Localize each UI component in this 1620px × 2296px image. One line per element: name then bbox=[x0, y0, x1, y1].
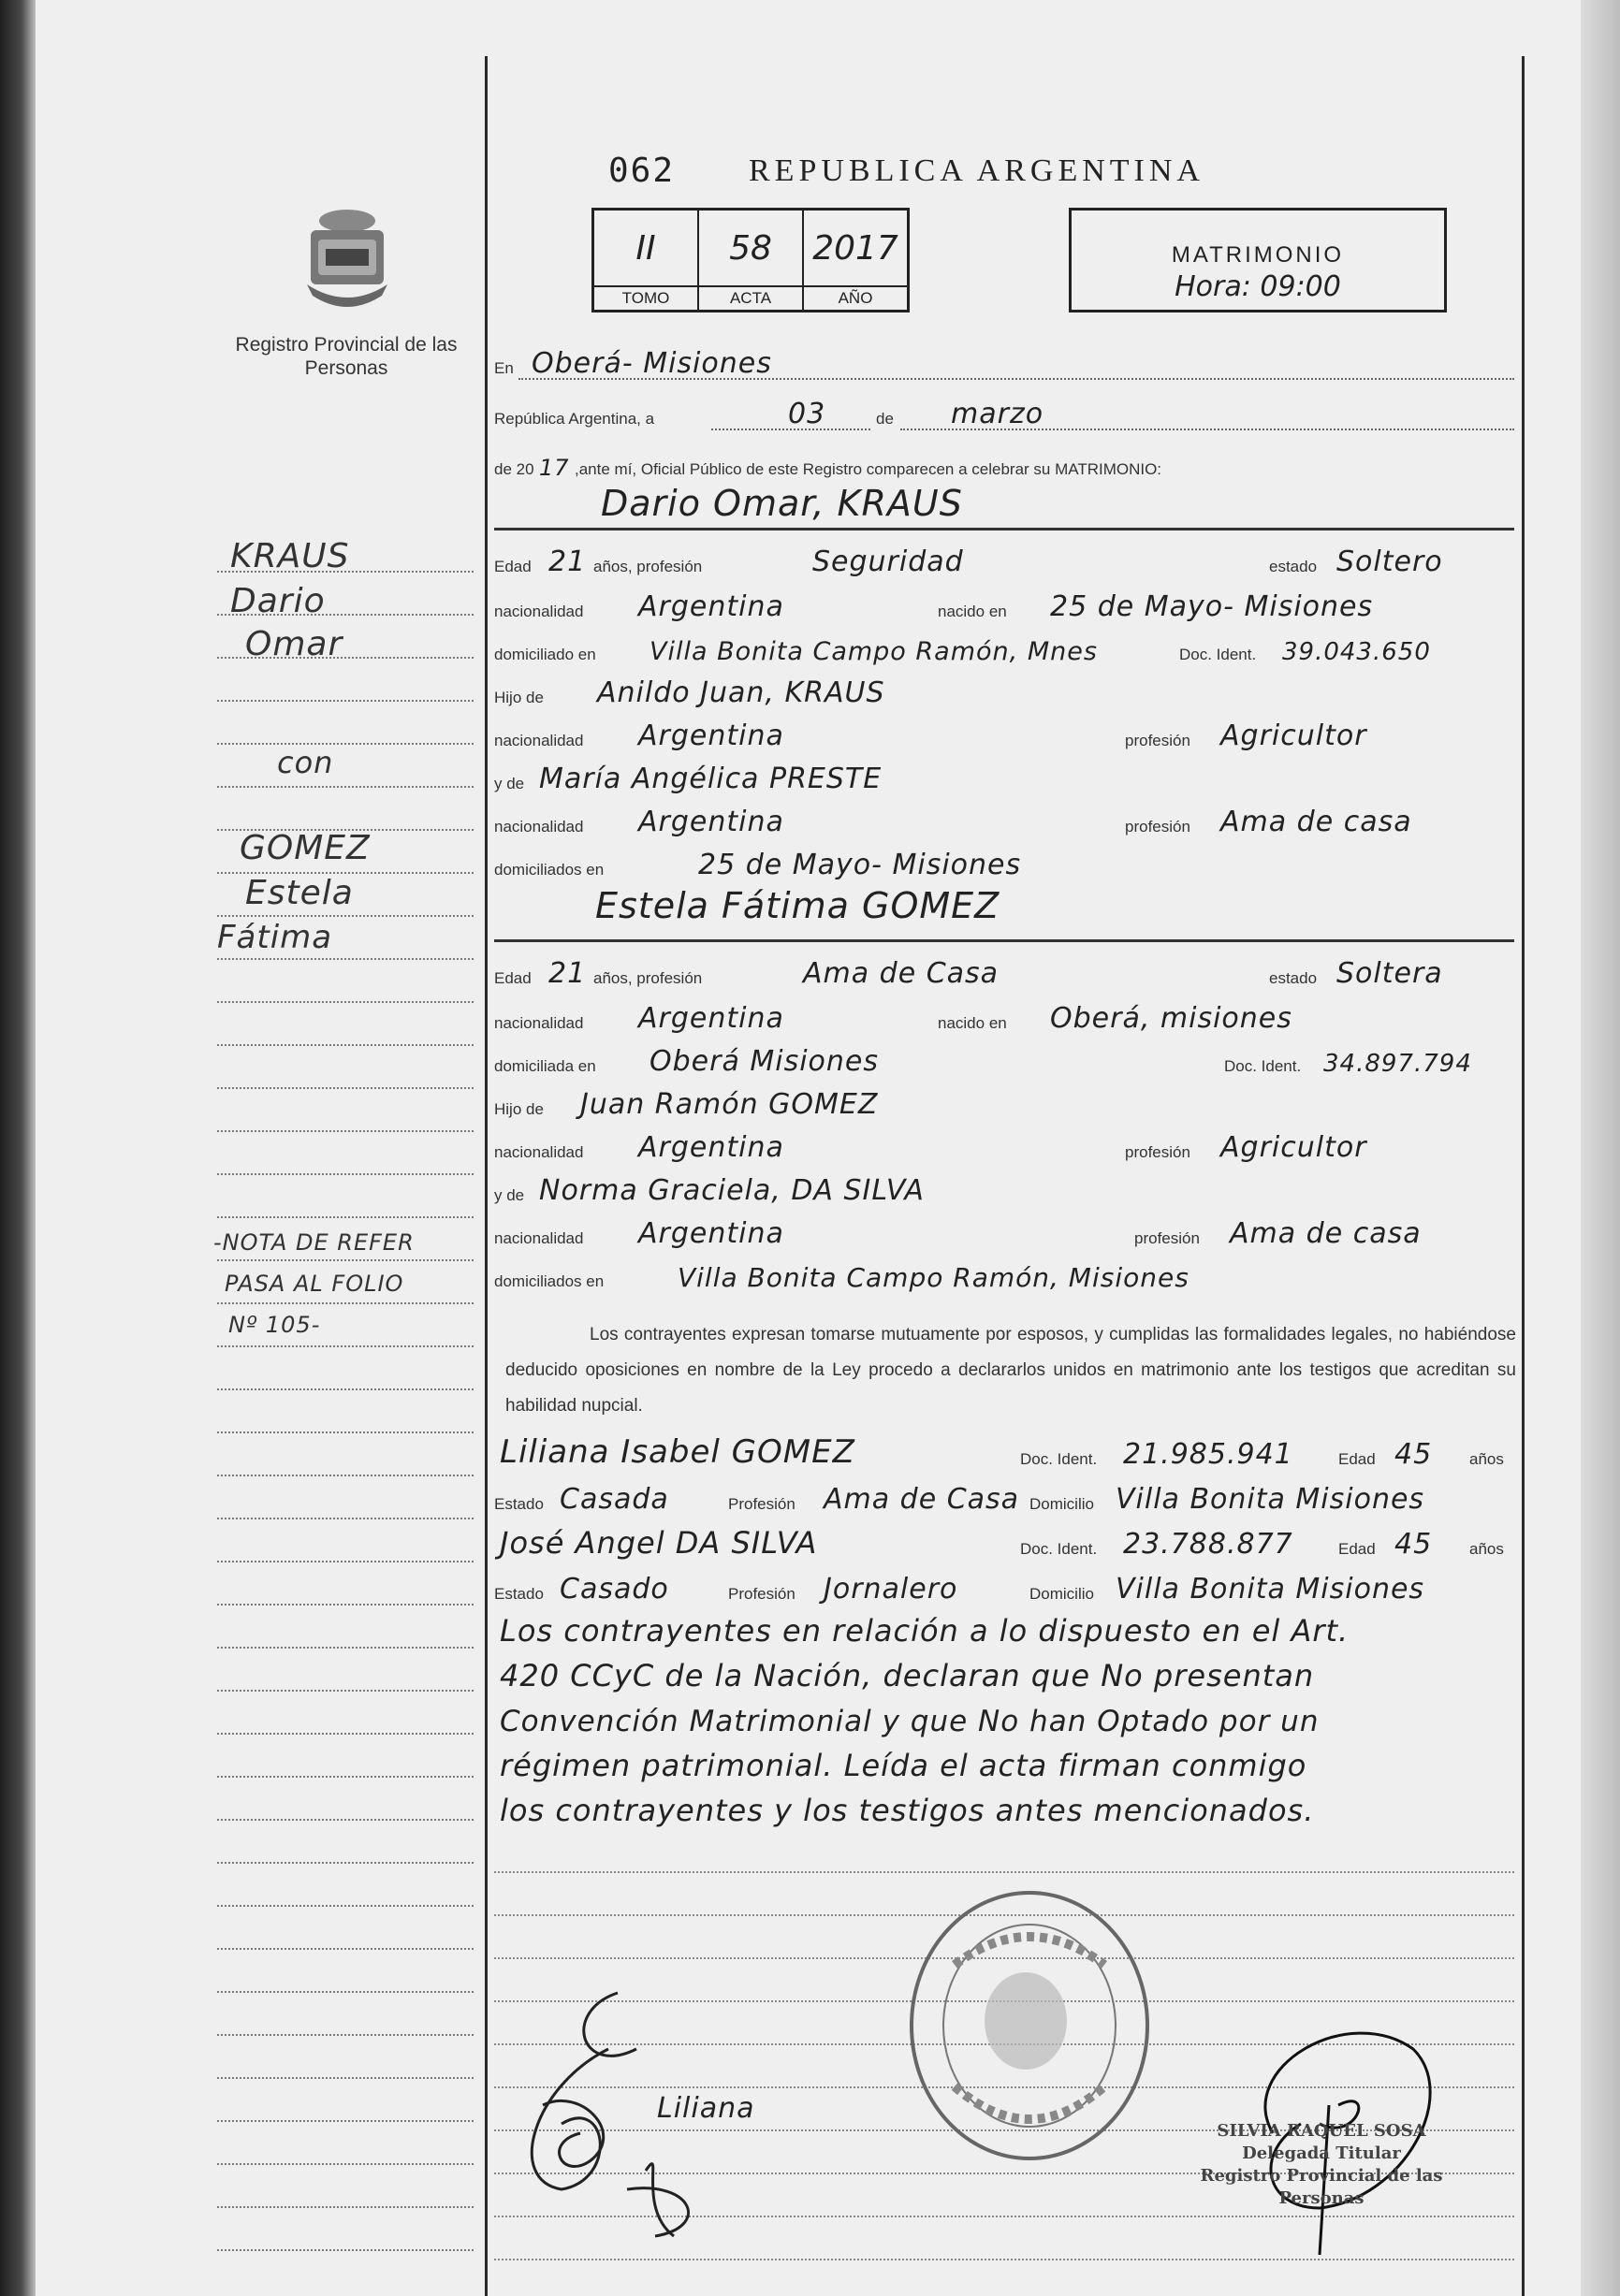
witness-2-row-b: Estado Casado Profesión Jornalero Domicilio Villa Bonita Misiones bbox=[494, 1573, 1425, 1606]
margin-rule bbox=[217, 2163, 474, 2165]
bride-row-father: Hijo de Juan Ramón GOMEZ bbox=[494, 1088, 879, 1121]
note-line-4: régimen patrimonial. Leída el acta firman conmigo bbox=[500, 1748, 1307, 1783]
act-type: MATRIMONIO bbox=[1171, 242, 1345, 268]
groom-row-nationality: nacionalidad Argentina nacido en 25 de Mayo- Misiones bbox=[494, 590, 1374, 623]
margin-rule bbox=[217, 1087, 474, 1089]
margin-rule bbox=[217, 1862, 474, 1864]
bride-row-nationality: nacionalidad Argentina nacido en Oberá, misiones bbox=[494, 1002, 1292, 1035]
groom-row-mother-nat: nacionalidad Argentina profesión Ama de casa bbox=[494, 806, 1412, 838]
groom-row-mother: y de María Angélica PRESTE bbox=[494, 763, 883, 795]
official-title: Delegada Titular bbox=[1242, 2143, 1401, 2163]
acta-value: 58 bbox=[729, 228, 772, 268]
book-binding bbox=[0, 0, 36, 2296]
country-title: REPUBLICA ARGENTINA bbox=[749, 153, 1204, 188]
margin-rule bbox=[217, 2077, 474, 2079]
groom-row-father: Hijo de Anildo Juan, KRAUS bbox=[494, 676, 885, 709]
anio-cell bbox=[804, 211, 907, 310]
margin-name-7: Fátima bbox=[217, 919, 333, 956]
bride-row-age: Edad 21 años, profesión Ama de Casa estado Soltera bbox=[494, 957, 1443, 990]
acta-cell bbox=[699, 211, 804, 310]
act-type-box bbox=[1069, 208, 1447, 312]
margin-rule bbox=[217, 1518, 474, 1519]
province-seal-icon bbox=[298, 198, 397, 314]
margin-rule bbox=[217, 1302, 474, 1304]
margin-rule bbox=[217, 786, 474, 788]
margin-rule bbox=[217, 915, 474, 917]
bride-full-name: Estela Fátima GOMEZ bbox=[595, 885, 1000, 926]
witness-1-row-b: Estado Casada Profesión Ama de Casa Domicilio Villa Bonita Misiones bbox=[494, 1483, 1425, 1516]
year-suffix: 17 bbox=[539, 455, 570, 481]
margin-rule bbox=[217, 1733, 474, 1735]
row-place: En Oberá- Misiones bbox=[494, 342, 1514, 385]
bride-row-father-nat: nacionalidad Argentina profesión Agricultor bbox=[494, 1131, 1367, 1164]
margin-rule bbox=[217, 1431, 474, 1433]
margin-rule bbox=[217, 1690, 474, 1692]
note-line-2: 420 CCyC de la Nación, declaran que No presentan bbox=[500, 1658, 1315, 1693]
margin-rule bbox=[217, 743, 474, 745]
witness-2-row-a: José Angel DA SILVA Doc. Ident. 23.788.877 Edad 45 años bbox=[500, 1525, 1504, 1561]
official-block bbox=[1181, 2120, 1462, 2210]
bride-row-mother: y de Norma Graciela, DA SILVA bbox=[494, 1174, 925, 1207]
groom-full-name: Dario Omar, KRAUS bbox=[601, 483, 963, 524]
tomo-label: TOMO bbox=[594, 285, 697, 310]
margin-rule bbox=[217, 1819, 474, 1821]
margin-rule bbox=[217, 1001, 474, 1003]
note-line-3: Convención Matrimonial y que No han Optado por un bbox=[500, 1705, 1320, 1738]
margin-rule bbox=[217, 1216, 474, 1218]
groom-row-father-nat: nacionalidad Argentina profesión Agricultor bbox=[494, 719, 1367, 752]
margin-name-5: GOMEZ bbox=[240, 829, 371, 867]
row-date: República Argentina, a 03 de marzo bbox=[494, 393, 1514, 436]
bride-row-parents-address: domiciliados en Villa Bonita Campo Ramón, Misiones bbox=[494, 1262, 1189, 1293]
margin-note-1: -NOTA DE REFER bbox=[213, 1229, 415, 1256]
margin-name-3: Omar bbox=[245, 625, 343, 663]
margin-rule bbox=[217, 2249, 474, 2251]
margin-rule bbox=[217, 1604, 474, 1606]
note-line-1: Los contrayentes en relación a lo dispuesto en el Art. bbox=[500, 1613, 1350, 1649]
groom-row-address: domiciliado en Villa Bonita Campo Ramón, Mnes Doc. Ident. 39.043.650 bbox=[494, 637, 1431, 666]
margin-note-3: Nº 105- bbox=[228, 1312, 321, 1338]
legal-statement: Los contrayentes expresan tomarse mutuamente por esposos, y cumplidas las formalidades legales, no habiéndose deducido oposiciones en nombre de la Ley procedo a declararlos unidos en matrimonio ante los testigos que acreditan su habilidad nupcial. bbox=[505, 1325, 1516, 1416]
row-year: de 20 17 ,ante mí, Oficial Público de este Registro comparecen a celebrar su MATRIMONIO: bbox=[494, 455, 1162, 481]
margin-rule bbox=[217, 1561, 474, 1562]
margin-rule bbox=[217, 1044, 474, 1046]
anio-value: 2017 bbox=[812, 228, 898, 268]
official-office: Registro Provincial de las Personas bbox=[1200, 2166, 1443, 2208]
right-border bbox=[1522, 56, 1525, 2296]
margin-rule bbox=[217, 700, 474, 702]
day-value: 03 bbox=[788, 398, 826, 430]
act-hour: Hora: 09:00 bbox=[1175, 270, 1341, 303]
tomo-cell bbox=[594, 211, 699, 310]
acta-label: ACTA bbox=[699, 285, 802, 310]
margin-divider bbox=[485, 56, 488, 2296]
margin-rule bbox=[217, 958, 474, 960]
witness-1-row-a: Liliana Isabel GOMEZ Doc. Ident. 21.985.941 Edad 45 años bbox=[500, 1433, 1504, 1471]
margin-rule bbox=[217, 1259, 474, 1261]
page-edge bbox=[1581, 0, 1620, 2296]
margin-rule bbox=[217, 1948, 474, 1950]
official-name: SILVIA RAQUEL SOSA bbox=[1217, 2121, 1426, 2141]
margin-rule bbox=[217, 1388, 474, 1390]
margin-rule bbox=[217, 1173, 474, 1175]
groom-row-parents-address: domiciliados en 25 de Mayo- Misiones bbox=[494, 849, 1022, 881]
margin-rule bbox=[217, 1776, 474, 1778]
margin-rule bbox=[217, 1647, 474, 1649]
margin-name-1: KRAUS bbox=[230, 537, 350, 575]
margin-name-6: Estela bbox=[245, 874, 354, 912]
groom-row-age: Edad 21 años, profesión Seguridad estado Soltero bbox=[494, 545, 1443, 578]
page-serial: 062 bbox=[608, 152, 676, 190]
margin-name-2: Dario bbox=[230, 582, 326, 620]
registry-box bbox=[591, 208, 910, 312]
witness-signature-text: Liliana bbox=[657, 2092, 755, 2125]
tomo-value: II bbox=[635, 228, 656, 268]
margin-rule bbox=[217, 1130, 474, 1132]
registry-office-label: Registro Provincial de las Personas bbox=[235, 334, 458, 379]
bride-row-address: domiciliada en Oberá Misiones Doc. Ident. 34.897.794 bbox=[494, 1045, 1472, 1078]
month-value: marzo bbox=[951, 398, 1044, 430]
margin-note-2: PASA AL FOLIO bbox=[225, 1271, 404, 1297]
margin-rule bbox=[217, 2206, 474, 2208]
margin-rule bbox=[217, 1345, 474, 1347]
place-value: Oberá- Misiones bbox=[532, 347, 772, 380]
margin-rule bbox=[217, 1475, 474, 1476]
bride-row-mother-nat: nacionalidad Argentina profesión Ama de casa bbox=[494, 1217, 1422, 1250]
margin-rule bbox=[217, 2034, 474, 2036]
margin-rule bbox=[217, 2120, 474, 2122]
margin-rule bbox=[217, 1991, 474, 1993]
anio-label: AÑO bbox=[804, 285, 907, 310]
margin-rule bbox=[217, 1905, 474, 1907]
row-bride-name bbox=[494, 885, 1514, 932]
official-stamp-icon bbox=[898, 1881, 1160, 2171]
body-rule bbox=[494, 1871, 1514, 1873]
margin-name-4: con bbox=[277, 745, 334, 780]
row-groom-name bbox=[494, 483, 1514, 530]
note-line-5: los contrayentes y los testigos antes mencionados. bbox=[500, 1793, 1315, 1828]
